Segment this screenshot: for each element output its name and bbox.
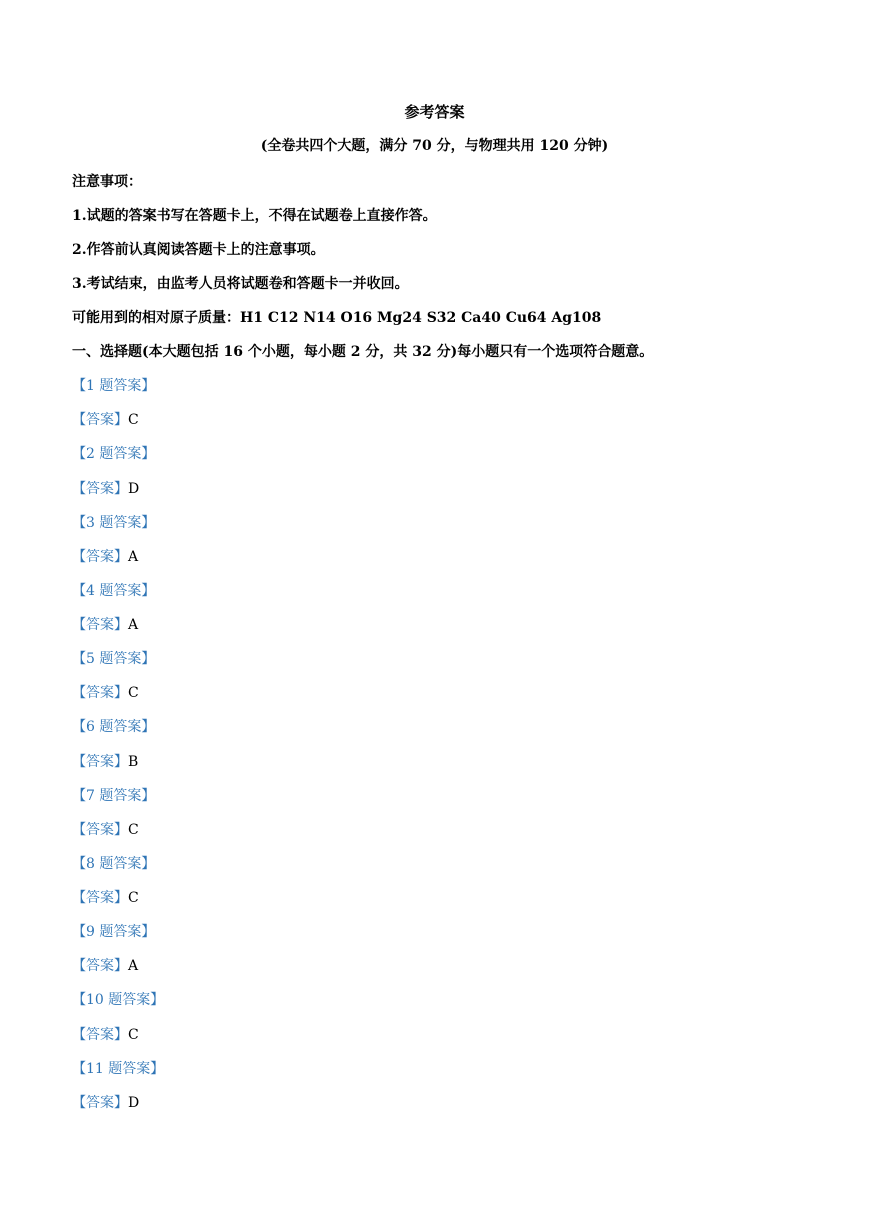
answer-value: A bbox=[128, 617, 139, 633]
question-label: 【4 题答案】 bbox=[72, 583, 156, 599]
answer-prefix: 【答案】 bbox=[72, 890, 128, 906]
answer-value: C bbox=[128, 890, 139, 906]
answer-value: D bbox=[128, 481, 140, 497]
answer-line bbox=[72, 886, 139, 910]
answer-line bbox=[72, 1091, 139, 1115]
answer-prefix: 【答案】 bbox=[72, 481, 128, 497]
question-label: 【10 题答案】 bbox=[72, 992, 165, 1008]
answer-prefix: 【答案】 bbox=[72, 1027, 128, 1043]
answer-value: C bbox=[128, 822, 139, 838]
section-1-heading: 一、选择题(本大题包括 16 个小题，每小题 2 分，共 32 分)每小题只有一个选项符合题意。 bbox=[72, 344, 654, 360]
answer-value: C bbox=[128, 1027, 139, 1043]
notes-heading: 注意事项： bbox=[72, 174, 142, 190]
answer-line bbox=[72, 954, 138, 978]
answer-line bbox=[72, 818, 139, 842]
answer-prefix: 【答案】 bbox=[72, 549, 128, 565]
note-item-2: 2.作答前认真阅读答题卡上的注意事项。 bbox=[72, 242, 325, 258]
answer-line bbox=[72, 545, 138, 569]
answer-line bbox=[72, 1023, 139, 1047]
question-label: 【8 题答案】 bbox=[72, 856, 156, 872]
atomic-masses: 可能用到的相对原子质量：H1 C12 N14 O16 Mg24 S32 Ca40 Cu64 Ag108 bbox=[72, 310, 602, 326]
answer-line bbox=[72, 750, 138, 774]
question-label: 【6 题答案】 bbox=[72, 719, 156, 735]
answer-value: D bbox=[128, 1095, 140, 1111]
answer-line bbox=[72, 408, 139, 432]
answer-prefix: 【答案】 bbox=[72, 1095, 128, 1111]
question-label: 【5 题答案】 bbox=[72, 651, 156, 667]
question-label: 【2 题答案】 bbox=[72, 446, 156, 462]
answer-prefix: 【答案】 bbox=[72, 412, 128, 428]
answer-value: A bbox=[128, 549, 139, 565]
answer-line bbox=[72, 681, 139, 705]
note-item-1: 1.试题的答案书写在答题卡上，不得在试题卷上直接作答。 bbox=[72, 208, 437, 224]
answer-prefix: 【答案】 bbox=[72, 822, 128, 838]
answer-value: C bbox=[128, 412, 139, 428]
question-label: 【9 题答案】 bbox=[72, 924, 156, 940]
answer-value: A bbox=[128, 958, 139, 974]
answer-prefix: 【答案】 bbox=[72, 685, 128, 701]
answer-value: C bbox=[128, 685, 139, 701]
page-title: 参考答案 bbox=[404, 103, 465, 121]
answer-prefix: 【答案】 bbox=[72, 617, 128, 633]
note-item-3: 3.考试结束，由监考人员将试题卷和答题卡一并收回。 bbox=[72, 276, 409, 292]
question-label: 【7 题答案】 bbox=[72, 788, 156, 804]
page-subtitle: (全卷共四个大题，满分 70 分，与物理共用 120 分钟) bbox=[260, 138, 609, 154]
question-label: 【1 题答案】 bbox=[72, 378, 156, 394]
answer-prefix: 【答案】 bbox=[72, 958, 128, 974]
answer-value: B bbox=[128, 754, 139, 770]
answer-prefix: 【答案】 bbox=[72, 754, 128, 770]
question-label: 【11 题答案】 bbox=[72, 1061, 165, 1077]
answer-line bbox=[72, 477, 139, 501]
answer-line bbox=[72, 613, 138, 637]
question-label: 【3 题答案】 bbox=[72, 515, 156, 531]
